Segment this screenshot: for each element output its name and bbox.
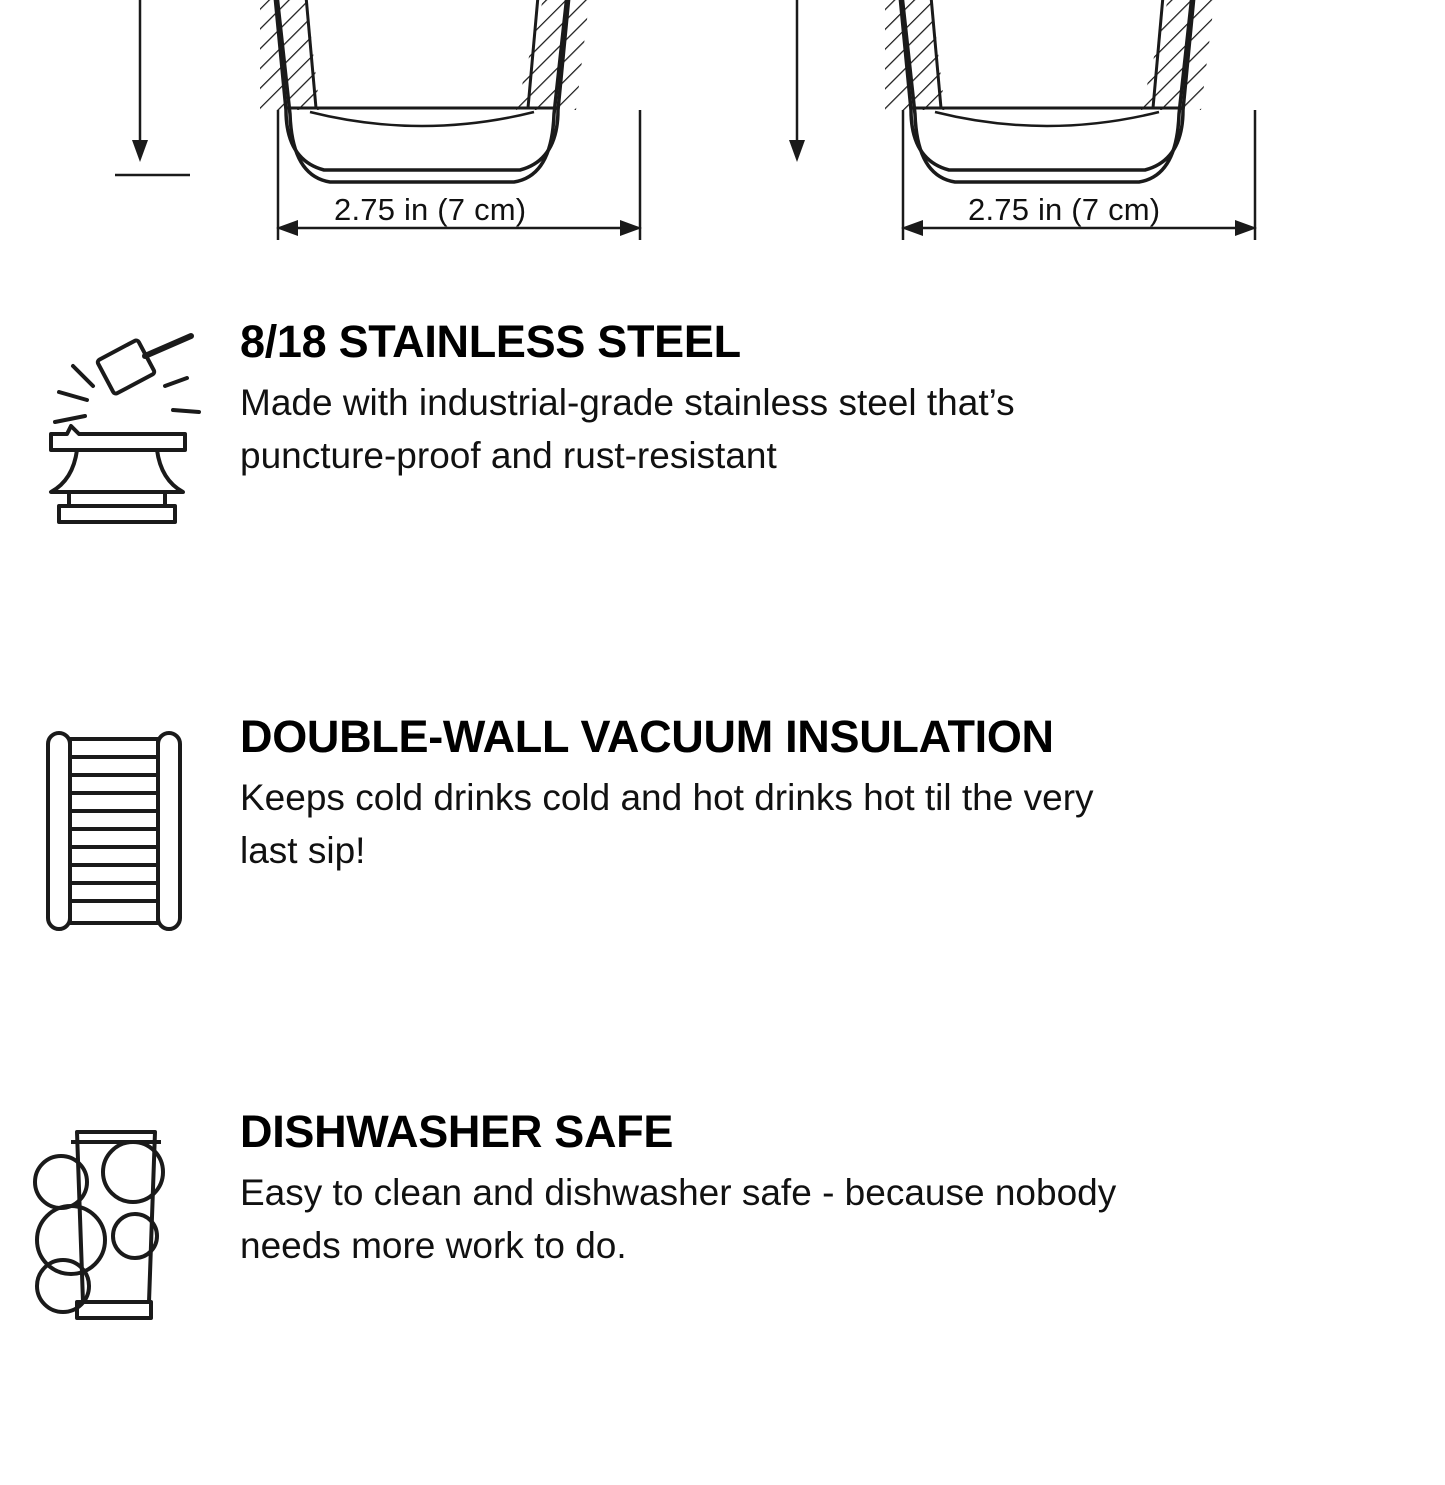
feature-list	[0, 300, 1445, 1485]
right-width-dimension-label: 2.75 in (7 cm)	[968, 192, 1161, 227]
double-wall-insulation-icon	[0, 695, 230, 940]
anvil-hammer-icon	[0, 300, 230, 550]
feature-title: 8/18 STAINLESS STEEL	[240, 316, 741, 367]
feature-item-dishwasher-safe	[0, 1090, 1445, 1485]
feature-description: Made with industrial-grade stainless steel that’s puncture-proof and rust-resistant	[240, 382, 1015, 476]
feature-item-stainless-steel	[0, 300, 1445, 695]
feature-description: Easy to clean and dishwasher safe - because nobody needs more work to do.	[240, 1172, 1117, 1266]
feature-description: Keeps cold drinks cold and hot drinks hot til the very last sip!	[240, 777, 1094, 871]
tumbler-dimension-diagram	[0, 0, 1445, 260]
left-width-dimension-label: 2.75 in (7 cm)	[334, 192, 527, 227]
feature-title: DOUBLE-WALL VACUUM INSULATION	[240, 711, 1054, 762]
feature-title: DISHWASHER SAFE	[240, 1106, 674, 1157]
feature-text-dishwasher-safe	[230, 1090, 1140, 1272]
feature-text-vacuum-insulation	[230, 695, 1140, 877]
feature-text-stainless-steel	[230, 300, 1140, 482]
feature-item-vacuum-insulation	[0, 695, 1445, 1090]
dishwasher-safe-icon	[0, 1090, 230, 1330]
